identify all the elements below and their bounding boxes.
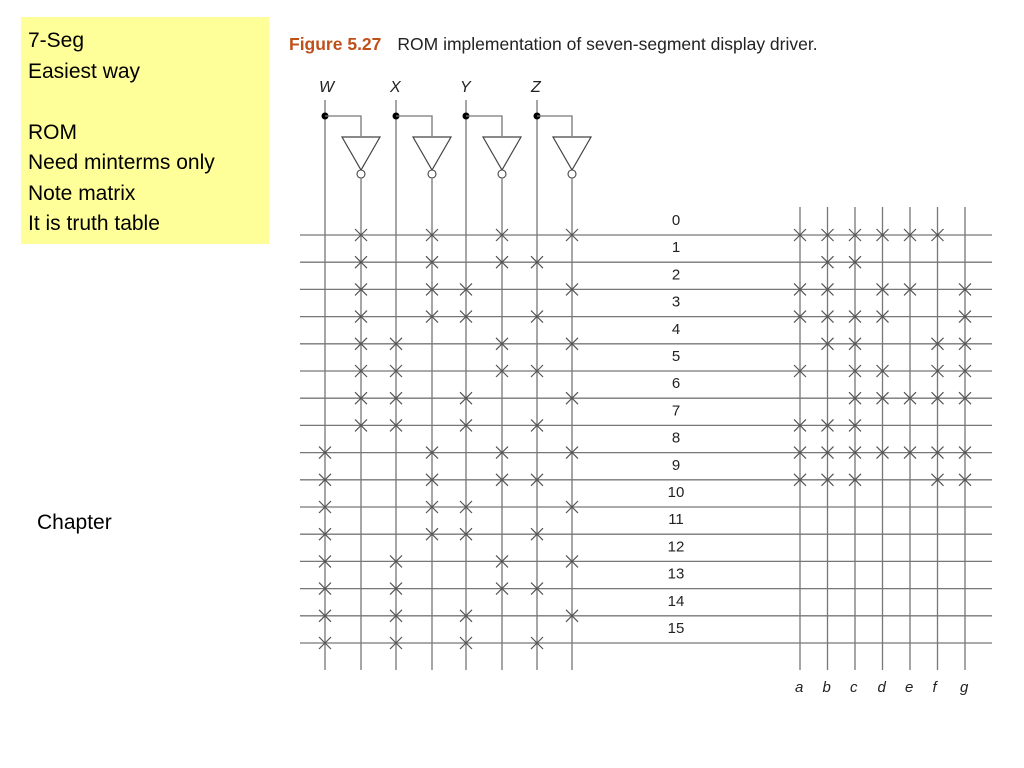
inverter-gate <box>553 137 591 170</box>
inverter-gate <box>483 137 521 170</box>
input-label: W <box>319 79 335 96</box>
output-label: f <box>932 679 937 696</box>
input-label: X <box>390 79 401 96</box>
input-label: Z <box>531 79 541 96</box>
output-label: c <box>850 679 858 696</box>
minterm-label: 10 <box>667 484 685 501</box>
output-label: d <box>877 679 886 696</box>
figure-caption-text: ROM implementation of seven-segment display driver. <box>397 34 818 54</box>
output-label: b <box>822 679 831 696</box>
minterm-label: 11 <box>668 511 684 529</box>
minterm-label: 4 <box>671 320 681 338</box>
note-line: Note matrix <box>28 181 136 205</box>
branch-wire <box>537 116 572 136</box>
inverter-bubble <box>498 170 506 178</box>
note-line: ROM <box>28 120 77 144</box>
minterm-label: 9 <box>671 456 681 474</box>
inverter-bubble <box>428 170 436 178</box>
minterm-label: 13 <box>667 565 685 583</box>
minterm-label: 7 <box>671 402 681 420</box>
output-label: e <box>905 679 914 696</box>
minterm-label: 15 <box>667 620 685 637</box>
branch-wire <box>325 116 361 136</box>
inverter-bubble <box>568 170 576 178</box>
branch-wire <box>466 116 502 136</box>
note-line: 7-Seg <box>28 29 85 52</box>
inverter-gate <box>342 137 380 170</box>
output-label: g <box>960 679 969 696</box>
minterm-label: 0 <box>671 212 681 229</box>
chapter-label: Chapter <box>37 511 112 534</box>
inverter-bubble <box>357 170 365 178</box>
minterm-label: 3 <box>671 293 681 311</box>
input-label: Y <box>460 79 471 96</box>
branch-wire <box>396 116 432 136</box>
note-line: It is truth table <box>28 212 160 235</box>
figure-number: Figure 5.27 <box>289 34 382 54</box>
note-line: Easiest way <box>28 59 141 83</box>
minterm-label: 2 <box>671 266 681 284</box>
output-label: a <box>795 679 804 696</box>
note-line: Need minterms only <box>28 151 215 174</box>
minterm-label: 1 <box>671 239 681 257</box>
inverter-gate <box>413 137 451 170</box>
minterm-label: 6 <box>671 375 681 393</box>
minterm-label: 5 <box>671 348 681 365</box>
minterm-label: 14 <box>667 592 685 610</box>
minterm-label: 8 <box>671 429 681 447</box>
minterm-label: 12 <box>667 538 685 556</box>
